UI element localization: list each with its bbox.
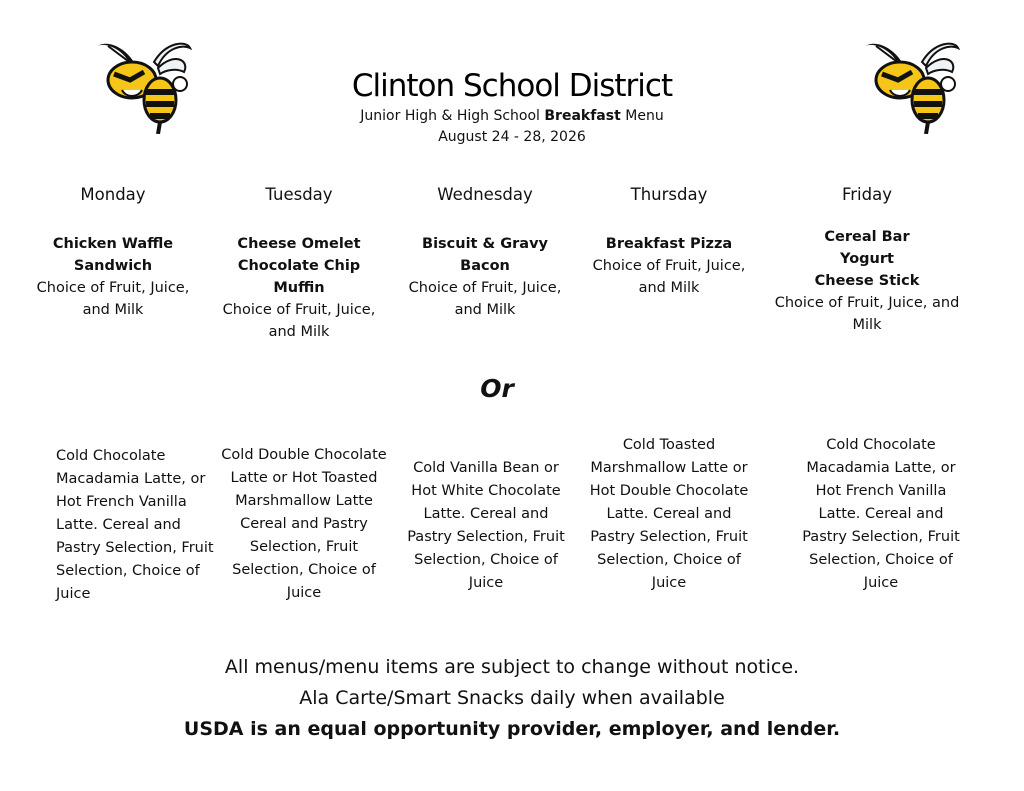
meal-item: Cereal Bar [824,229,910,245]
meal-item: Cheese Omelet [237,236,361,252]
footer-usda-statement: USDA is an equal opportunity provider, employer, and lender. [183,718,841,740]
meal-choice: Choice of Fruit, Juice, and Milk [774,295,960,333]
meal-item: Chicken Waffle Sandwich [52,236,174,274]
day-tuesday: Tuesday [265,185,333,204]
subtitle-prefix: Junior High & High School [360,108,540,124]
meal-item: Biscuit & Gravy [422,236,548,252]
or-divider: Or [480,374,514,403]
meal-friday [768,226,966,336]
meal-monday [28,233,198,321]
meal-item: Chocolate Chip Muffin [237,258,361,296]
menu-subtitle [262,106,762,127]
meal-thursday [584,233,754,299]
meal-choice: Choice of Fruit, Juice, and Milk [36,280,190,318]
footer-disclaimer: All menus/menu items are subject to change without notice. [224,656,800,678]
alt-option-monday: Cold Chocolate Macadamia Latte, or Hot French Vanilla Latte. Cereal and Pastry Selection, Fruit Selection, Choice of Juice [56,448,214,602]
meal-item: Cheese Stick [814,273,920,289]
meal-choice: Choice of Fruit, Juice, and Milk [592,258,746,296]
meal-item: Bacon [460,258,510,274]
meal-item: Breakfast Pizza [605,236,733,252]
subtitle-suffix: Menu [625,108,664,124]
meal-choice: Choice of Fruit, Juice, and Milk [408,280,562,318]
yellow-jacket-mascot-icon [96,38,192,134]
meal-item: Yogurt [840,251,894,267]
day-monday: Monday [80,185,146,204]
day-thursday: Thursday [630,185,708,204]
menu-dates: August 24 - 28, 2026 [438,129,586,145]
alt-option-wednesday: Cold Vanilla Bean or Hot White Chocolate Latte. Cereal and Pastry Selection, Fruit Selection, Choice of Juice [407,460,565,591]
alt-option-friday: Cold Chocolate Macadamia Latte, or Hot French Vanilla Latte. Cereal and Pastry Selection, Fruit Selection, Choice of Juice [802,437,960,591]
day-wednesday: Wednesday [437,185,533,204]
yellow-jacket-mascot-icon [864,38,960,134]
alt-option-thursday: Cold Toasted Marshmallow Latte or Hot Double Chocolate Latte. Cereal and Pastry Selection, Fruit Selection, Choice of Juice [589,437,749,591]
meal-tuesday [214,233,384,343]
menu-footer [112,652,912,745]
menu-header [262,66,762,148]
footer-snacks: Ala Carte/Smart Snacks daily when available [299,687,725,709]
alt-option-tuesday: Cold Double Chocolate Latte or Hot Toasted Marshmallow Latte Cereal and Pastry Selection, Fruit Selection, Choice of Juice [221,447,387,601]
page-title: Clinton School District [351,68,673,104]
day-friday: Friday [841,185,892,204]
meal-wednesday [400,233,570,321]
subtitle-meal: Breakfast [544,108,621,124]
meal-choice: Choice of Fruit, Juice, and Milk [222,302,376,340]
